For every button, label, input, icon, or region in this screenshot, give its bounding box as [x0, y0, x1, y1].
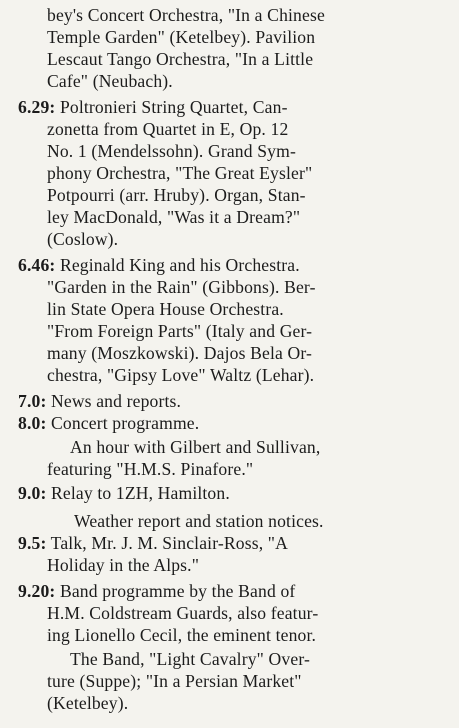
text-line: ley MacDonald, "Was it a Dream?"	[47, 207, 301, 227]
text-line: Temple Garden" (Ketelbey). Pavilion	[47, 27, 316, 47]
text-line: phony Orchestra, "The Great Eysler"	[47, 163, 313, 183]
text-line: "Garden in the Rain" (Gibbons). Ber-	[47, 277, 316, 297]
entry-text: Relay to 1ZH, Hamilton.	[46, 483, 230, 503]
text-line: lin State Opera House Orchestra.	[47, 299, 284, 319]
text-line: Holiday in the Alps."	[47, 555, 200, 575]
entry-first-line	[18, 532, 288, 554]
text-line: No. 1 (Mendelssohn). Grand Sym-	[47, 141, 296, 161]
text-line: Weather report and station notices.	[74, 511, 324, 531]
entry-first-line	[18, 580, 295, 602]
text-line: ing Lionello Cecil, the eminent tenor.	[47, 625, 317, 645]
entry-first-line	[18, 390, 181, 412]
entry-text: Band programme by the Band of	[55, 581, 296, 601]
text-line: ture (Suppe); "In a Persian Market"	[47, 671, 302, 691]
text-line: Cafe" (Neubach).	[47, 71, 173, 91]
entry-first-line	[18, 254, 300, 276]
text-line: zonetta from Quartet in E, Op. 12	[47, 119, 289, 139]
entry-time: 9.0:	[18, 483, 47, 503]
entry-time: 8.0:	[18, 413, 47, 433]
text-line: "From Foreign Parts" (Italy and Ger-	[47, 321, 313, 341]
text-line: chestra, "Gipsy Love" Waltz (Lehar).	[47, 365, 315, 385]
entry-first-line	[18, 96, 288, 118]
entry-first-line	[18, 482, 230, 504]
entry-text: Reginald King and his Orchestra.	[55, 255, 300, 275]
entry-text: News and reports.	[46, 391, 182, 411]
text-line: H.M. Coldstream Guards, also featur-	[47, 603, 319, 623]
text-line: An hour with Gilbert and Sullivan,	[70, 437, 321, 457]
entry-time: 9.20:	[18, 581, 56, 601]
entry-time: 6.29:	[18, 97, 56, 117]
text-line: featuring "H.M.S. Pinafore."	[47, 459, 254, 479]
entry-first-line	[18, 412, 199, 434]
text-line: Potpourri (arr. Hruby). Organ, Stan-	[47, 185, 306, 205]
text-line: Lescaut Tango Orchestra, "In a Little	[47, 49, 314, 69]
entry-text: Poltronieri String Quartet, Can-	[55, 97, 288, 117]
entry-text: Talk, Mr. J. M. Sinclair-Ross, "A	[46, 533, 288, 553]
entry-time: 7.0:	[18, 391, 47, 411]
text-line: many (Moszkowski). Dajos Bela Or-	[47, 343, 313, 363]
text-line: (Ketelbey).	[47, 693, 129, 713]
text-line: The Band, "Light Cavalry" Over-	[70, 649, 310, 669]
entry-time: 6.46:	[18, 255, 56, 275]
text-line: bey's Concert Orchestra, "In a Chinese	[47, 5, 325, 25]
entry-text: Concert programme.	[46, 413, 200, 433]
text-line: (Coslow).	[47, 229, 119, 249]
entry-time: 9.5:	[18, 533, 47, 553]
